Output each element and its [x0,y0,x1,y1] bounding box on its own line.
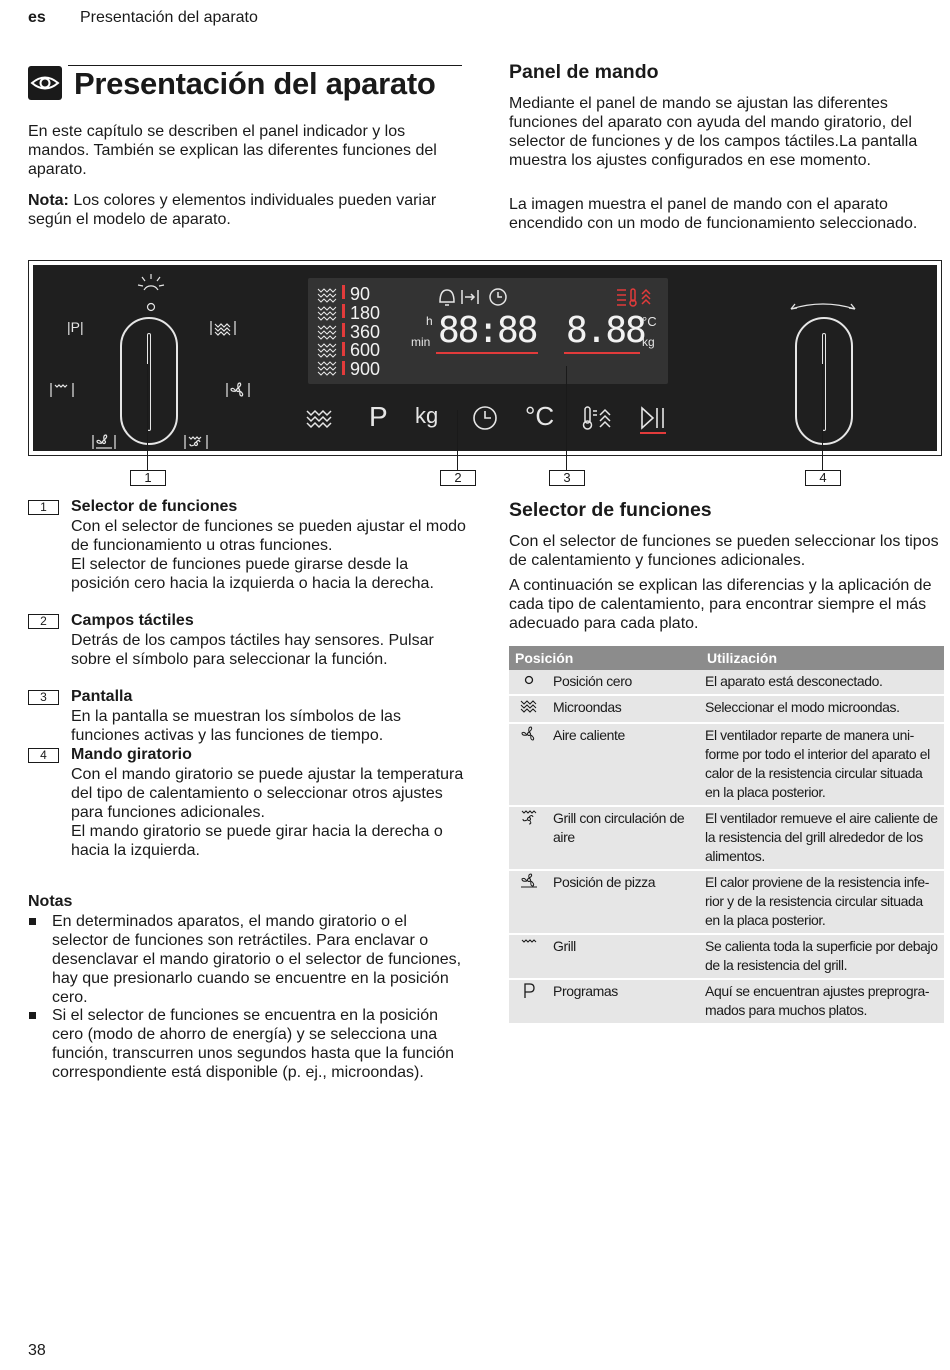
legend-description: Detrás de los campos táctiles hay sensores. Pulsar sobre el símbolo para seleccionar la función. [71,632,434,668]
note-item-2: Si el selector de funciones se encuentra en la posición cero (modo de ahorro de energía) y se selecciona una función, transcurren unos segundos hasta que la función correspondiente está disponible (p. ej., microondas). [52,1007,455,1081]
touch-temperature-button[interactable]: °C [525,401,555,431]
note-text: Los colores y elementos individuales pueden variar según el modelo de aparato. [28,192,437,228]
power-600: 600 [350,340,381,360]
selector-programs-label: |P| [67,319,84,335]
selector-paragraph-1: Con el selector de funciones se pueden seleccionar los tipos de calentamiento y funciones adicionales. [509,533,939,569]
weight-underline [564,352,640,354]
selector-grill-icon [49,381,75,399]
legend-title: Campos táctiles [71,612,194,629]
table-cell-usage: Seleccionar el modo microondas. [701,695,944,723]
bullet-icon [29,1012,36,1019]
light-icon [133,271,169,313]
callout-number-2: 2 [440,470,476,486]
legend-number: 2 [28,614,59,629]
panel-paragraph-2: La imagen muestra el panel de mando con el aparato encendido con un modo de funcionamiento seleccionado. [509,196,918,232]
callout-number-3: 3 [549,470,585,486]
column-header-position: Posición [509,646,701,670]
callout-number-1: 1 [130,470,166,486]
selector-fan-icon [225,381,251,399]
rotary-knob[interactable] [795,317,853,445]
fan-icon [509,723,549,806]
table-row [509,695,944,723]
table-header-row [509,646,944,670]
table-row [509,934,944,979]
page-number: 38 [28,1342,46,1359]
weight-digits: 8.88 [566,310,645,351]
table-cell-position: Aire caliente [549,723,701,806]
note-label: Nota: [28,192,69,209]
touch-weight-button[interactable]: kg [415,403,439,428]
selector-paragraph-2: A continuación se explican las diferencias y la aplicación de cada tipo de calentamiento, para encontrar siempre el más adecuado para cada plato. [509,577,932,632]
grill-fan-icon [509,806,549,870]
table-cell-usage: El ventilador reparte de manera uni-forme por todo el interior del aparato el calor de la resistencia circular situada en la placa posterior. [701,723,944,806]
table-row [509,723,944,806]
power-90: 90 [350,284,371,304]
display-screen [308,278,668,384]
time-underline [436,352,538,354]
legend-title: Selector de funciones [71,498,238,515]
table-cell-usage: El ventilador remueve el aire caliente de la resistencia del grill alrededor de los alimentos. [701,806,944,870]
table-cell-position: Grill [549,934,701,979]
selector-pizza-icon [91,433,117,451]
table-cell-usage: El aparato está desconectado. [701,670,944,695]
grill-icon [509,934,549,979]
table-cell-position: Grill con circulación de aire [549,806,701,870]
legend-title: Pantalla [71,688,133,705]
touch-fast-preheat-icon[interactable] [582,405,614,431]
legend-number: 1 [28,500,59,515]
table-row [509,979,944,1024]
power-900: 900 [350,359,381,379]
table-cell-usage: Se calienta toda la superficie por debajo de la resistencia del grill. [701,934,944,979]
microwave-icon [509,695,549,723]
zero-position-icon [509,670,549,695]
intro-note [28,191,462,229]
function-selector-knob[interactable] [120,317,178,445]
table-cell-position: Posición cero [549,670,701,695]
power-360: 360 [350,322,381,342]
touch-clock-icon[interactable] [472,405,498,431]
table-cell-position: Posición de pizza [549,870,701,934]
note-item-1: En determinados aparatos, el mando giratorio o el selector de funciones son retráctiles. Para enclavar o desenclavar el mando giratorio o el selector de funciones, hay que presionarlo cuando se encuentre en la posición cero. [52,913,462,1006]
table-cell-usage: El calor proviene de la resistencia infe-rior y de la resistencia circular situada en la placa posterior. [701,870,944,934]
callout-line-3 [566,366,567,470]
unit-kilograms: kg [642,335,655,349]
heating-status-icons [614,286,658,308]
control-panel-illustration [28,260,942,456]
unit-celsius: °C [642,314,657,329]
touch-programs-button[interactable]: P [369,401,388,432]
callout-line-2 [457,410,458,470]
programs-icon [509,979,549,1024]
selector-microwave-icon [209,319,237,337]
bullet-icon [29,918,36,925]
table-row [509,870,944,934]
panel-paragraph-1: Mediante el panel de mando se ajustan las diferentes funciones del aparato con ayuda del mando giratorio, del selector de funciones y de los campos táctiles.La pantalla muestra los ajustes configurados en ese momento. [509,95,918,169]
legend-number: 3 [28,690,59,705]
touch-start-pause-icon[interactable] [639,405,667,435]
selector-grill-fan-icon [183,433,209,451]
legend-description: Con el selector de funciones se pueden ajustar el modo de funcionamiento u otras funciones. El selector de funciones puede girarse desde la posición cero hacia la izquierda o hacia la derecha. [71,518,466,592]
unit-minutes: min [411,335,431,349]
callout-number-4: 4 [805,470,841,486]
intro-paragraph: En este capítulo se describen el panel indicador y los mandos. También se explican las diferentes funciones del aparato. [28,123,437,178]
panel-heading: Panel de mando [509,61,659,83]
callout-line-4 [822,364,823,470]
legend-title: Mando giratorio [71,746,192,763]
table-cell-usage: Aquí se encuentran ajustes preprogra-mados para muchos platos. [701,979,944,1024]
selector-heading: Selector de funciones [509,499,712,521]
table-row [509,806,944,870]
microwave-level-icons [316,286,338,376]
power-180: 180 [350,303,381,323]
table-cell-position: Programas [549,979,701,1024]
table-cell-position: Microondas [549,695,701,723]
table-row [509,670,944,695]
eye-icon [28,66,62,100]
running-header: Presentación del aparato [80,9,258,26]
column-header-usage: Utilización [701,646,944,670]
time-digits: 88:88 [438,310,537,351]
legend-number: 4 [28,748,59,763]
heating-types-table [509,646,944,1025]
unit-hours: h [426,314,433,328]
power-level-bars [342,285,345,377]
page-title: Presentación del aparato [74,66,436,101]
notes-heading: Notas [28,893,73,910]
callout-line-1 [147,364,148,470]
pizza-icon [509,870,549,934]
timer-icons [436,286,518,308]
rotate-arrows-icon [787,297,859,315]
language-code: es [28,9,46,26]
touch-microwave-icon[interactable] [305,407,335,429]
chapter-title [28,64,462,100]
legend-description: Con el mando giratorio se puede ajustar la temperatura del tipo de calentamiento o seleccionar otros ajustes para funciones adicionales. El mando giratorio se puede girar hacia la derecha o hacia la izquierda. [71,766,464,859]
legend-description: En la pantalla se muestran los símbolos de las funciones activas y las funciones de tiempo. [71,708,401,744]
